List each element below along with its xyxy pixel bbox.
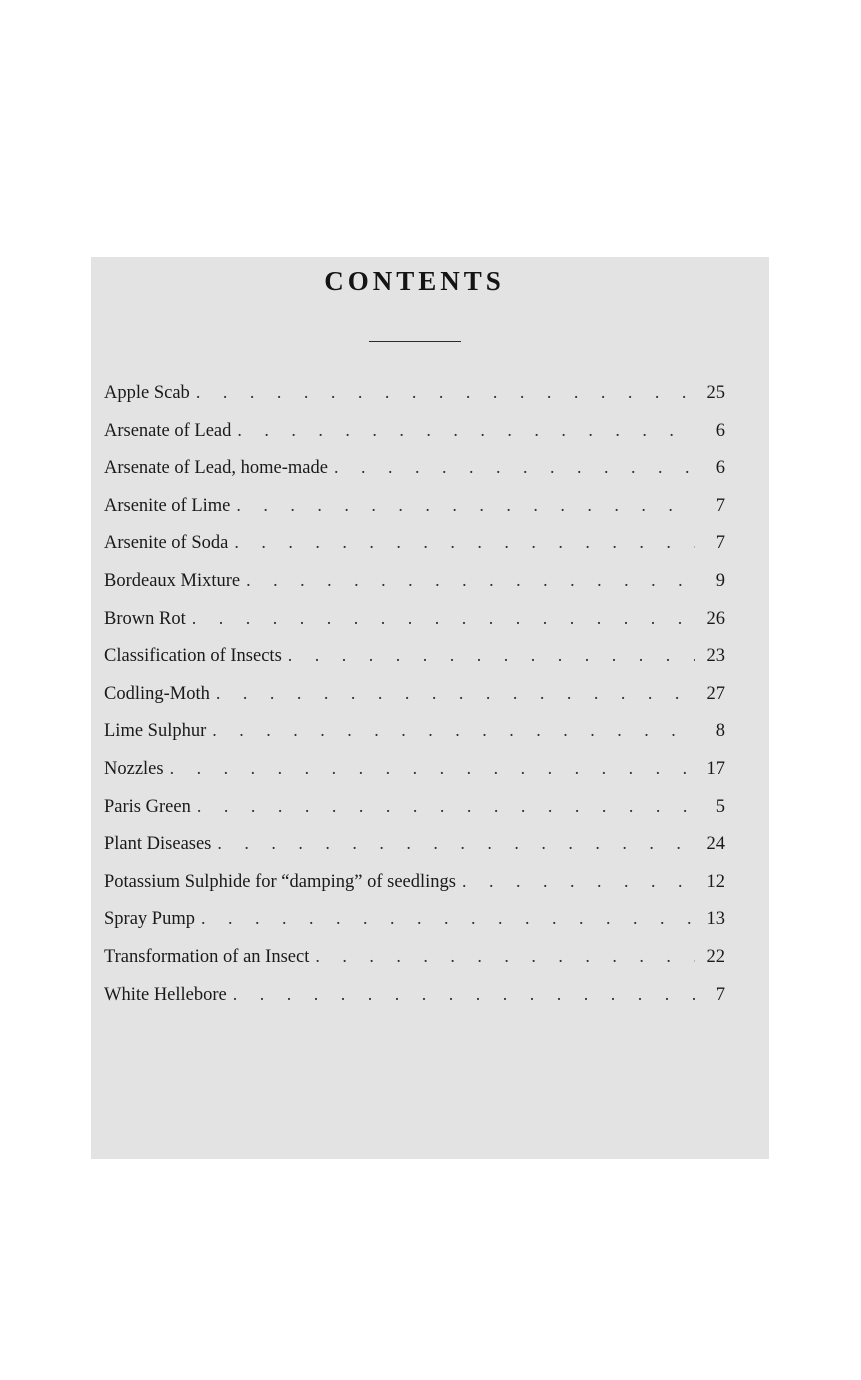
contents-list bbox=[104, 382, 725, 1021]
toc-entry-page: 12 bbox=[706, 871, 725, 892]
toc-entry bbox=[104, 946, 725, 984]
toc-entry-label: Nozzles bbox=[104, 758, 164, 779]
toc-entry-label: Potassium Sulphide for “damping” of seedlings bbox=[104, 871, 456, 892]
toc-entry bbox=[104, 984, 725, 1022]
title-divider bbox=[369, 341, 461, 342]
toc-entry-page: 13 bbox=[706, 909, 725, 930]
toc-entry-page: 6 bbox=[715, 458, 725, 479]
toc-entry bbox=[104, 570, 725, 608]
toc-dot-leader bbox=[236, 495, 695, 516]
toc-entry bbox=[104, 908, 725, 946]
toc-entry-page: 7 bbox=[715, 984, 725, 1005]
toc-entry-label: Transformation of an Insect bbox=[104, 946, 310, 967]
toc-dot-leader bbox=[217, 833, 695, 854]
toc-entry-label: Arsenate of Lead bbox=[104, 420, 232, 441]
toc-entry bbox=[104, 382, 725, 420]
toc-entry-label: Apple Scab bbox=[104, 383, 190, 403]
toc-entry-page: 7 bbox=[715, 533, 725, 554]
toc-entry-page: 24 bbox=[706, 834, 725, 855]
toc-dot-leader bbox=[201, 908, 695, 929]
toc-entry-page: 6 bbox=[715, 420, 725, 441]
toc-entry bbox=[104, 532, 725, 570]
toc-entry-page: 26 bbox=[706, 608, 725, 629]
toc-dot-leader bbox=[170, 758, 695, 779]
toc-entry bbox=[104, 608, 725, 646]
toc-dot-leader bbox=[237, 420, 695, 441]
toc-entry-label: Bordeaux Mixture bbox=[104, 570, 241, 591]
toc-entry bbox=[104, 796, 725, 834]
toc-entry-label: Codling-Moth bbox=[104, 683, 210, 704]
toc-entry-label: Spray Pump bbox=[104, 909, 195, 930]
toc-entry-label: Arsenate of Lead, home-made bbox=[104, 458, 328, 479]
toc-entry-label: Arsenite of Soda bbox=[104, 533, 229, 554]
contents-page bbox=[91, 257, 769, 1159]
toc-entry bbox=[104, 457, 725, 495]
toc-entry bbox=[104, 833, 725, 871]
toc-entry bbox=[104, 420, 725, 458]
toc-dot-leader bbox=[197, 796, 695, 817]
toc-entry bbox=[104, 758, 725, 796]
toc-dot-leader bbox=[233, 984, 695, 1005]
toc-dot-leader bbox=[334, 457, 695, 478]
toc-dot-leader bbox=[216, 683, 695, 704]
toc-dot-leader bbox=[196, 382, 695, 403]
toc-dot-leader bbox=[192, 608, 695, 629]
toc-entry bbox=[104, 871, 725, 909]
toc-entry-page: 22 bbox=[706, 946, 725, 967]
toc-dot-leader bbox=[246, 570, 695, 591]
toc-dot-leader bbox=[288, 645, 695, 666]
toc-entry-label: Brown Rot bbox=[104, 608, 186, 629]
toc-entry-page: 7 bbox=[715, 495, 725, 516]
toc-entry-label: White Hellebore bbox=[104, 984, 227, 1005]
toc-entry bbox=[104, 645, 725, 683]
toc-entry-page: 23 bbox=[706, 646, 725, 667]
toc-entry-page: 25 bbox=[706, 383, 725, 403]
toc-entry-page: 9 bbox=[715, 570, 725, 591]
page-title: CONTENTS bbox=[324, 266, 505, 296]
toc-entry-page: 5 bbox=[715, 796, 725, 817]
toc-entry-page: 17 bbox=[706, 758, 725, 779]
toc-entry-label: Arsenite of Lime bbox=[104, 495, 231, 516]
toc-entry-label: Lime Sulphur bbox=[104, 721, 207, 742]
toc-entry-page: 8 bbox=[715, 721, 725, 742]
toc-entry bbox=[104, 720, 725, 758]
toc-dot-leader bbox=[234, 532, 695, 553]
toc-entry-label: Paris Green bbox=[104, 796, 191, 817]
toc-entry-page: 27 bbox=[706, 683, 725, 704]
toc-entry bbox=[104, 683, 725, 721]
toc-dot-leader bbox=[315, 946, 695, 967]
toc-dot-leader bbox=[462, 871, 695, 892]
toc-entry-label: Classification of Insects bbox=[104, 646, 282, 667]
toc-entry bbox=[104, 495, 725, 533]
toc-dot-leader bbox=[212, 720, 695, 741]
toc-entry-label: Plant Diseases bbox=[104, 834, 212, 855]
